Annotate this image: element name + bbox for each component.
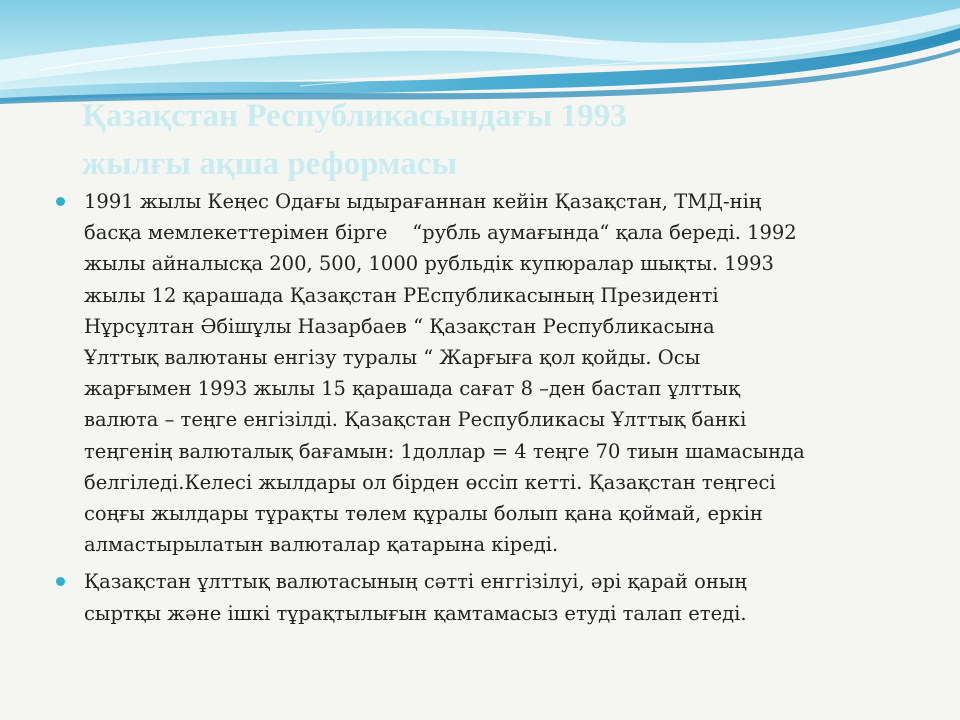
slide-title-line: Қазақстан Республикасындағы 1993 — [82, 98, 627, 134]
bullet-text-line: валюта – теңге енгізілді. Қазақстан Республикасы Ұлттық банкі — [84, 408, 747, 432]
bullet-text-line: теңгенің валюталық бағамын: 1доллар = 4 теңге 70 тиын шамасында — [84, 439, 805, 463]
bullet-dot-icon — [56, 197, 65, 206]
bullet-item — [84, 186, 914, 560]
bullet-text-line: сыртқы және ішкі тұрақтылығын қамтамасыз етуді талап етеді. — [84, 601, 747, 625]
bullet-list — [84, 186, 914, 635]
slide-title — [82, 92, 902, 188]
bullet-text-line: 1991 жылы Кеңес Одағы ыдырағаннан кейін Қазақстан, ТМД-нің — [84, 190, 762, 213]
bullet-item — [84, 566, 914, 628]
bullet-text-line: Нұрсұлтан Әбішұлы Назарбаев “ Қазақстан Республикасына — [84, 314, 715, 338]
bullet-text-line: алмастырылатын валюталар қатарына кіреді. — [84, 533, 559, 557]
bullet-text-line: белгіледі.Келесі жылдары ол бірден өссіп кетті. Қазақстан теңгесі — [84, 470, 776, 494]
bullet-text-line: Ұлттық валютаны енгізу туралы “ Жарғыға қол қойды. Осы — [84, 346, 701, 370]
bullet-text-line: жылы айналысқа 200, 500, 1000 рубльдік купюралар шықты. 1993 — [84, 252, 774, 276]
bullet-text-line: Қазақстан ұлттық валютасының сәтті енггізілуі, әрі қарай оның — [84, 570, 747, 594]
bullet-text-line: жарғымен 1993 жылы 15 қарашада сағат 8 –ден бастап ұлттық — [84, 377, 740, 401]
slide-title-line: жылғы ақша реформасы — [82, 146, 458, 182]
bullet-text-line: жылы 12 қарашада Қазақстан РЕспубликасының Президенті — [84, 283, 719, 307]
bullet-text-line: басқа мемлекеттерімен бірге “рубль аумағында“ қала береді. 1992 — [84, 221, 797, 245]
bullet-dot-icon — [56, 577, 65, 586]
bullet-text-line: соңғы жылдары тұрақты төлем құралы болып қана қоймай, еркін — [84, 502, 763, 526]
